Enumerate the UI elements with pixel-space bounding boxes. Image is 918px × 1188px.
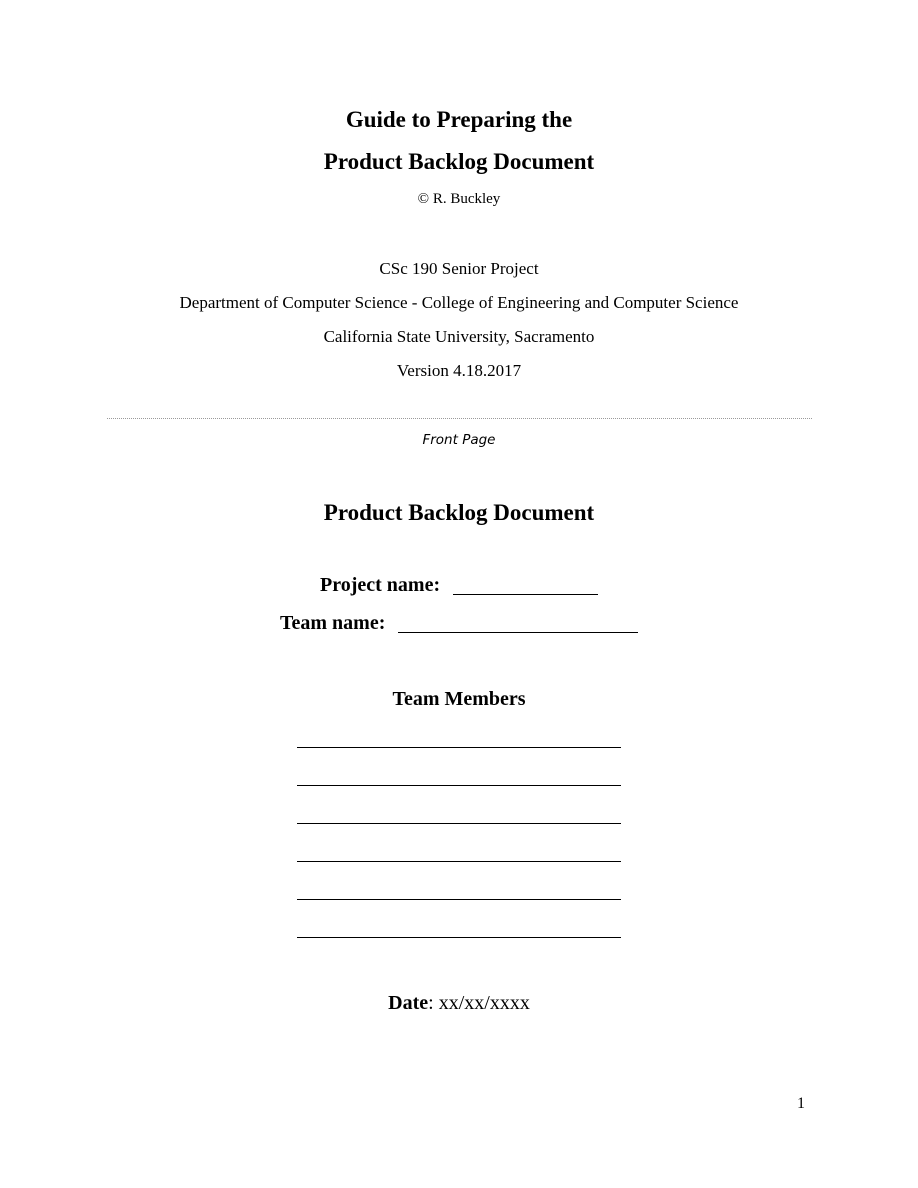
date-line <box>0 992 918 1015</box>
university-line: California State University, Sacramento <box>323 327 595 346</box>
team-member-blank <box>297 785 621 786</box>
project-name-blank <box>453 594 598 595</box>
team-name-label: Team name: <box>280 612 386 634</box>
project-name-label: Project name: <box>320 574 441 596</box>
date-value: : xx/xx/xxxx <box>428 992 530 1014</box>
team-member-blank <box>297 861 621 862</box>
course-line: CSc 190 Senior Project <box>379 259 539 278</box>
date-label: Date <box>388 992 429 1014</box>
team-members-heading: Team Members <box>392 688 526 710</box>
section-divider <box>107 418 812 419</box>
team-member-blank <box>297 747 621 748</box>
department-line: Department of Computer Science - College of Engineering and Computer Science <box>179 293 739 312</box>
guide-title-line2: Product Backlog Document <box>323 149 595 174</box>
front-page-label: Front Page <box>422 432 496 448</box>
guide-title-line1: Guide to Preparing the <box>345 107 573 132</box>
team-member-blank <box>297 823 621 824</box>
version-line: Version 4.18.2017 <box>396 361 522 380</box>
copyright-line: © R. Buckley <box>417 191 501 207</box>
document-title: Product Backlog Document <box>323 500 595 525</box>
team-member-blank <box>297 937 621 938</box>
team-name-blank <box>398 632 638 633</box>
team-member-blank <box>297 899 621 900</box>
page-number: 1 <box>797 1095 805 1112</box>
